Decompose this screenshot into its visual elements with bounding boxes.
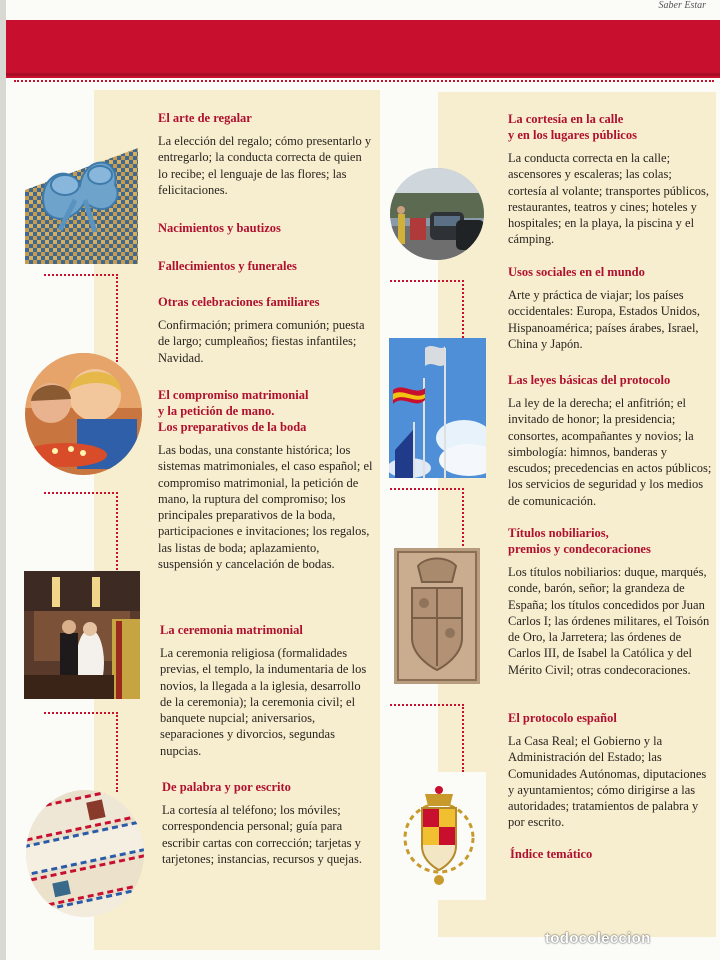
section-title: Usos sociales en el mundo — [508, 265, 645, 279]
red-band-underline — [6, 73, 720, 76]
connector — [390, 704, 464, 706]
section-title: Nacimientos y bautizos — [158, 221, 281, 235]
section-title: De palabra y por escrito — [162, 780, 291, 794]
connector — [116, 712, 118, 792]
child-birthday-photo — [25, 353, 142, 475]
section-title: La ceremonia matrimonial — [160, 623, 303, 637]
section-title-line-2: y la petición de mano. — [158, 404, 275, 418]
section-cortesia-calle — [508, 111, 713, 248]
section-leyes-protocolo — [508, 372, 713, 509]
connector — [390, 488, 464, 490]
section-title-line-1: La cortesía en la calle — [508, 112, 624, 126]
wedding-ceremony-photo — [24, 571, 140, 699]
connector — [116, 492, 118, 570]
section-body: Confirmación; primera comunión; puesta de largo; cumpleaños; fiestas infantiles; Navidad. — [158, 318, 365, 365]
connector — [462, 704, 464, 772]
watermark: todocoleccion — [545, 930, 651, 947]
section-compromiso — [158, 387, 373, 572]
section-palabra-escrito — [162, 779, 377, 867]
letters-envelopes-photo — [26, 790, 144, 917]
connector — [390, 280, 464, 282]
section-title: Otras celebraciones familiares — [158, 295, 320, 309]
section-body: Las bodas, una constante histórica; los sistemas matrimoniales, el caso español; el compromiso matrimonial, la petición de mano, la ruptura del compromiso; los principales preparativos de la boda, participaciones e invitaciones; los regalos, las listas de boda; aplazamiento, suspensión y cancelación de bodas. — [158, 443, 373, 572]
running-title: Saber Estar — [658, 0, 706, 11]
connector — [116, 274, 118, 362]
section-usos-sociales — [508, 264, 713, 352]
red-header-band — [6, 20, 720, 78]
section-indice — [510, 846, 715, 862]
section-title: Índice temático — [510, 847, 593, 861]
section-title-line-3: Los preparativos de la boda — [158, 420, 307, 434]
section-nacimientos — [158, 220, 373, 236]
section-title: Las leyes básicas del protocolo — [508, 373, 671, 387]
gift-ribbon-photo — [25, 140, 138, 264]
section-ceremonia — [160, 622, 375, 759]
section-body: La elección del regalo; cómo presentarlo y entregarlo; la conducta correcta de quien lo recibe; el lenguaje de las flores; las felicitaciones. — [158, 134, 372, 197]
connector — [462, 488, 464, 546]
section-fallecimientos — [158, 258, 373, 274]
section-body: Los títulos nobiliarios: duque, marqués, conde, barón, señor; la grandeza de España; los títulos concedidos por Juan Carlos I; las órdenes militares, el Toisón de Oro, la Jarretera; las órdenes de Carlos III, de Isabel la Católica y del Mérito Civil; otras condecoraciones. — [508, 565, 710, 677]
section-body: La Casa Real; el Gobierno y la Administración del Estado; las Comunidades Autónomas, diputaciones y ayuntamientos; cómo dirigirse a las autoridades; tratamientos de palabra y por escrito. — [508, 734, 707, 830]
dotted-divider — [14, 80, 714, 82]
section-body: La cortesía al teléfono; los móviles; correspondencia personal; guía para escribir cartas con corrección; tarjetas y tarjetones; instancias, recursos y quejas. — [162, 803, 362, 866]
section-title: Fallecimientos y funerales — [158, 259, 297, 273]
section-title: El arte de regalar — [158, 111, 252, 125]
coat-of-arms-carving-photo — [394, 548, 480, 684]
section-body: La conducta correcta en la calle; ascensores y escaleras; las colas; cortesía al volante; transportes públicos, restaurantes, teatros y cines; hoteles y hospitales; en la playa, la piscina y el cámping. — [508, 151, 709, 247]
section-body: Arte y práctica de viajar; los países occidentales: Europa, Estados Unidos, Hispanoamérica; países árabes, Israel, China y Japón. — [508, 288, 700, 351]
royal-emblem-image — [392, 772, 486, 900]
section-arte-de-regalar — [158, 110, 373, 198]
section-otras-celebraciones — [158, 294, 373, 366]
section-title-line-1: El compromiso matrimonial — [158, 388, 309, 402]
connector — [462, 280, 464, 338]
section-title: El protocolo español — [508, 711, 617, 725]
section-body: La ley de la derecha; el anfitrión; el invitado de honor; la presidencia; consortes, acompañantes y novios; la simbología: himnos, banderas y escudos; precedencias en actos públicos; los servicios de seguridad y los medios de comunicación. — [508, 396, 712, 508]
connector — [44, 492, 118, 494]
section-title-line-1: Títulos nobiliarios, — [508, 526, 609, 540]
section-titulos-nobiliarios — [508, 525, 713, 678]
connector — [44, 274, 118, 276]
street-traffic-photo — [390, 168, 484, 260]
flags-photo — [389, 338, 486, 478]
section-title-line-2: y en los lugares públicos — [508, 128, 637, 142]
section-protocolo-espanol — [508, 710, 713, 831]
connector — [44, 712, 118, 714]
section-body: La ceremonia religiosa (formalidades previas, el templo, la indumentaria de los novios, la llegada a la iglesia, desarrollo de la ceremonia); la ceremonia civil; el banquete nupcial; aniversarios, separaciones y divorcios, segundas nupcias. — [160, 646, 367, 758]
section-title-line-2: premios y condecoraciones — [508, 542, 651, 556]
